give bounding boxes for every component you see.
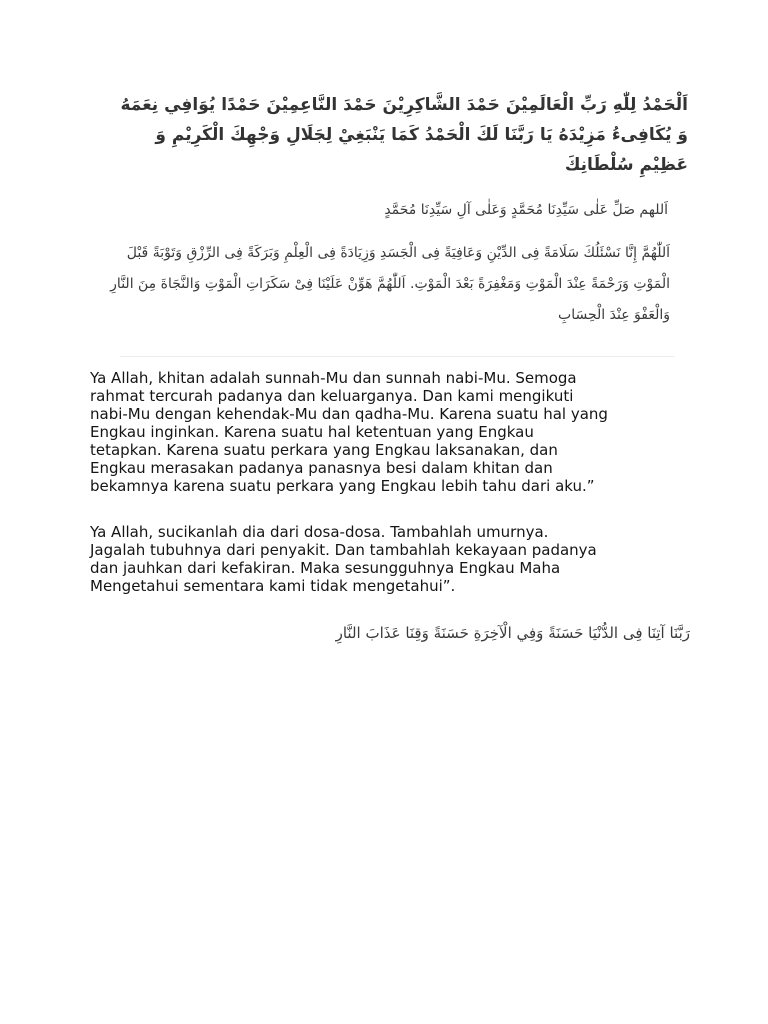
arabic-closing-doa-text: رَبَّنَا آتِنَا فِى الدُّنْيَا حَسَنَةً وَفِي الْآخِرَةِ حَسَنَةً وَقِنَا عَذَابَ النَّارِ	[335, 624, 690, 642]
arabic-hamdalah-text: اَلْحَمْدُ لِلّٰهِ رَبِّ الْعَالَمِيْنَ حَمْدَ الشَّاكِرِيْنَ حَمْدَ النَّاعِمِيْنَ حَمْدًا يُوَافِي نِعَمَهُ وَ يُكَافِىءُ مَزِيْدَهُ يَا رَبَّنَا لَكَ الْحَمْدُ كَمَا يَنْبَغِيْ لِجَلَالِ وَجْهِكَ الْكَرِيْمِ وَ عَظِيْمِ سُلْطَانِكَ	[120, 95, 688, 175]
section-divider	[120, 356, 674, 357]
arabic-doa-text: اَللّٰهُمَّ إِنَّا نَسْئَلُكَ سَلَامَةً فِى الدِّيْنِ وَعَافِيَةً فِى الْجَسَدِ وَزِيَادَةً فِى الْعِلْمِ وَبَرَكَةً فِى الرِّزْقِ وَتَوْبَةً قَبْلَ الْمَوْتِ وَرَحْمَةً عِنْدَ الْمَوْتِ وَمَغْفِرَةً بَعْدَ الْمَوْتِ. اَللّٰهُمَّ هَوِّنْ عَلَيْنَا فِىْ سَكَرَاتِ الْمَوْتِ وَالنَّجَاةَ مِنَ النَّارِ وَالْعَفْوَ عِنْدَ الْحِسَابِ	[110, 245, 670, 323]
translation-paragraph-2: Ya Allah, sucikanlah dia dari dosa-dosa. Tambahlah umurnya. Jagalah tubuhnya dari penyakit. Dan tambahlah kekayaan padanya dan jauhkan dari kefakiran. Maka sesungguhnya Engkau Maha Mengetahui sementara kami tidak mengetahui”.	[90, 523, 597, 595]
arabic-salawat-text: اَللهم صَلِّ عَلٰى سَيِّدِنَا مُحَمَّدٍ وَعَلٰى آلِ سَيِّدِنَا مُحَمَّدٍ	[384, 202, 668, 218]
translation-paragraph-1: Ya Allah, khitan adalah sunnah-Mu dan sunnah nabi-Mu. Semoga rahmat tercurah padanya dan keluarganya. Dan kami mengikuti nabi-Mu dengan kehendak-Mu dan qadha-Mu. Karena suatu hal yang Engkau inginkan. Karena suatu hal ketentuan yang Engkau tetapkan. Karena suatu perkara yang Engkau laksanakan, dan Engkau merasakan padanya panasnya besi dalam khitan dan bekamnya karena suatu perkara yang Engkau lebih tahu dari aku.”	[90, 369, 608, 495]
